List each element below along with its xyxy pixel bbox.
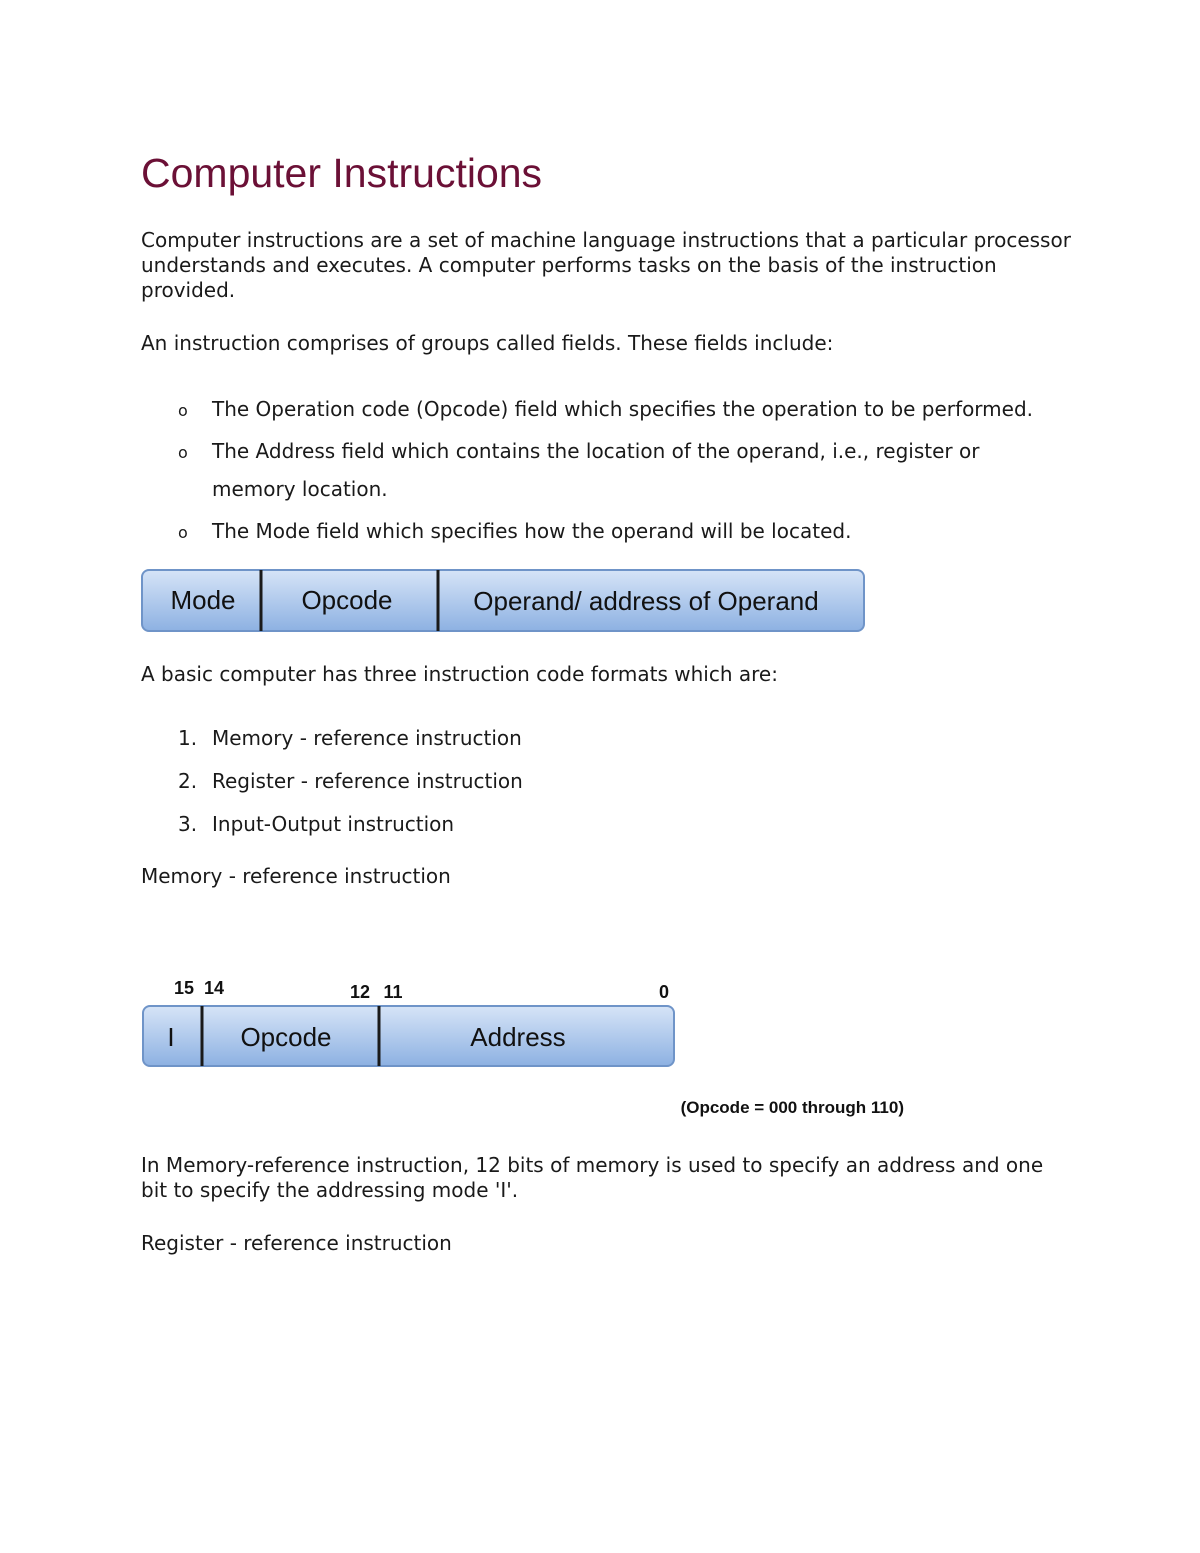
formats-intro: A basic computer has three instruction code formats which are: (141, 662, 778, 686)
opcode-segment-label: Opcode (240, 1022, 332, 1052)
bullet-marker: o (178, 523, 188, 542)
page-title: Computer Instructions (141, 150, 543, 196)
i-segment-label: I (167, 1022, 175, 1052)
list-item (178, 763, 878, 799)
list-item (178, 720, 878, 756)
opcode-caption: (Opcode = 000 through 110) (680, 1098, 904, 1117)
address-segment-label: Address (470, 1022, 566, 1052)
mode-segment-label: Mode (170, 585, 236, 615)
list-item (178, 806, 878, 842)
list-item-text: The Operation code (Opcode) field which specifies the operation to be performed. (212, 397, 1034, 421)
opcode-segment-label: Opcode (301, 585, 393, 615)
list-number: 1. (178, 726, 198, 750)
operand-segment-label: Operand/ address of Operand (473, 586, 819, 616)
fields-intro: An instruction comprises of groups called fields. These fields include: (141, 331, 834, 355)
list-item-text: The Mode field which specifies how the operand will be located. (212, 519, 852, 543)
register-reference-heading: Register - reference instruction (141, 1231, 452, 1255)
list-item (178, 512, 1078, 550)
list-item-text: The Address field which contains the location of the operand, i.e., register or memory location. (212, 439, 980, 501)
format-box (143, 1006, 674, 1066)
list-item-text: Register - reference instruction (212, 769, 523, 793)
bit-label-11: 11 (383, 982, 403, 1002)
bit-label-0: 0 (658, 982, 670, 1002)
list-item (178, 390, 1078, 428)
list-item (178, 432, 1042, 508)
bit-label-12: 12 (349, 982, 371, 1002)
bullet-marker: o (178, 443, 188, 462)
memory-reference-description: In Memory-reference instruction, 12 bits of memory is used to specify an address and one bit to specify the addressing mode 'I'. (141, 1153, 1044, 1202)
bit-label-15: 15 (173, 978, 195, 998)
list-item-text: Input-Output instruction (212, 812, 455, 836)
list-item-text: Memory - reference instruction (212, 726, 522, 750)
formats-list (178, 720, 878, 849)
list-number: 2. (178, 769, 198, 793)
list-number: 3. (178, 812, 198, 836)
memory-reference-heading: Memory - reference instruction (141, 864, 451, 888)
bullet-marker: o (178, 401, 188, 420)
memory-reference-diagram (140, 974, 920, 1124)
instruction-format-diagram (140, 566, 870, 636)
fields-list (178, 390, 1078, 554)
bit-label-14: 14 (203, 978, 225, 998)
intro-paragraph: Computer instructions are a set of machine language instructions that a particular processor understands and executes. A computer performs tasks on the basis of the instruction provided. (141, 228, 1071, 302)
